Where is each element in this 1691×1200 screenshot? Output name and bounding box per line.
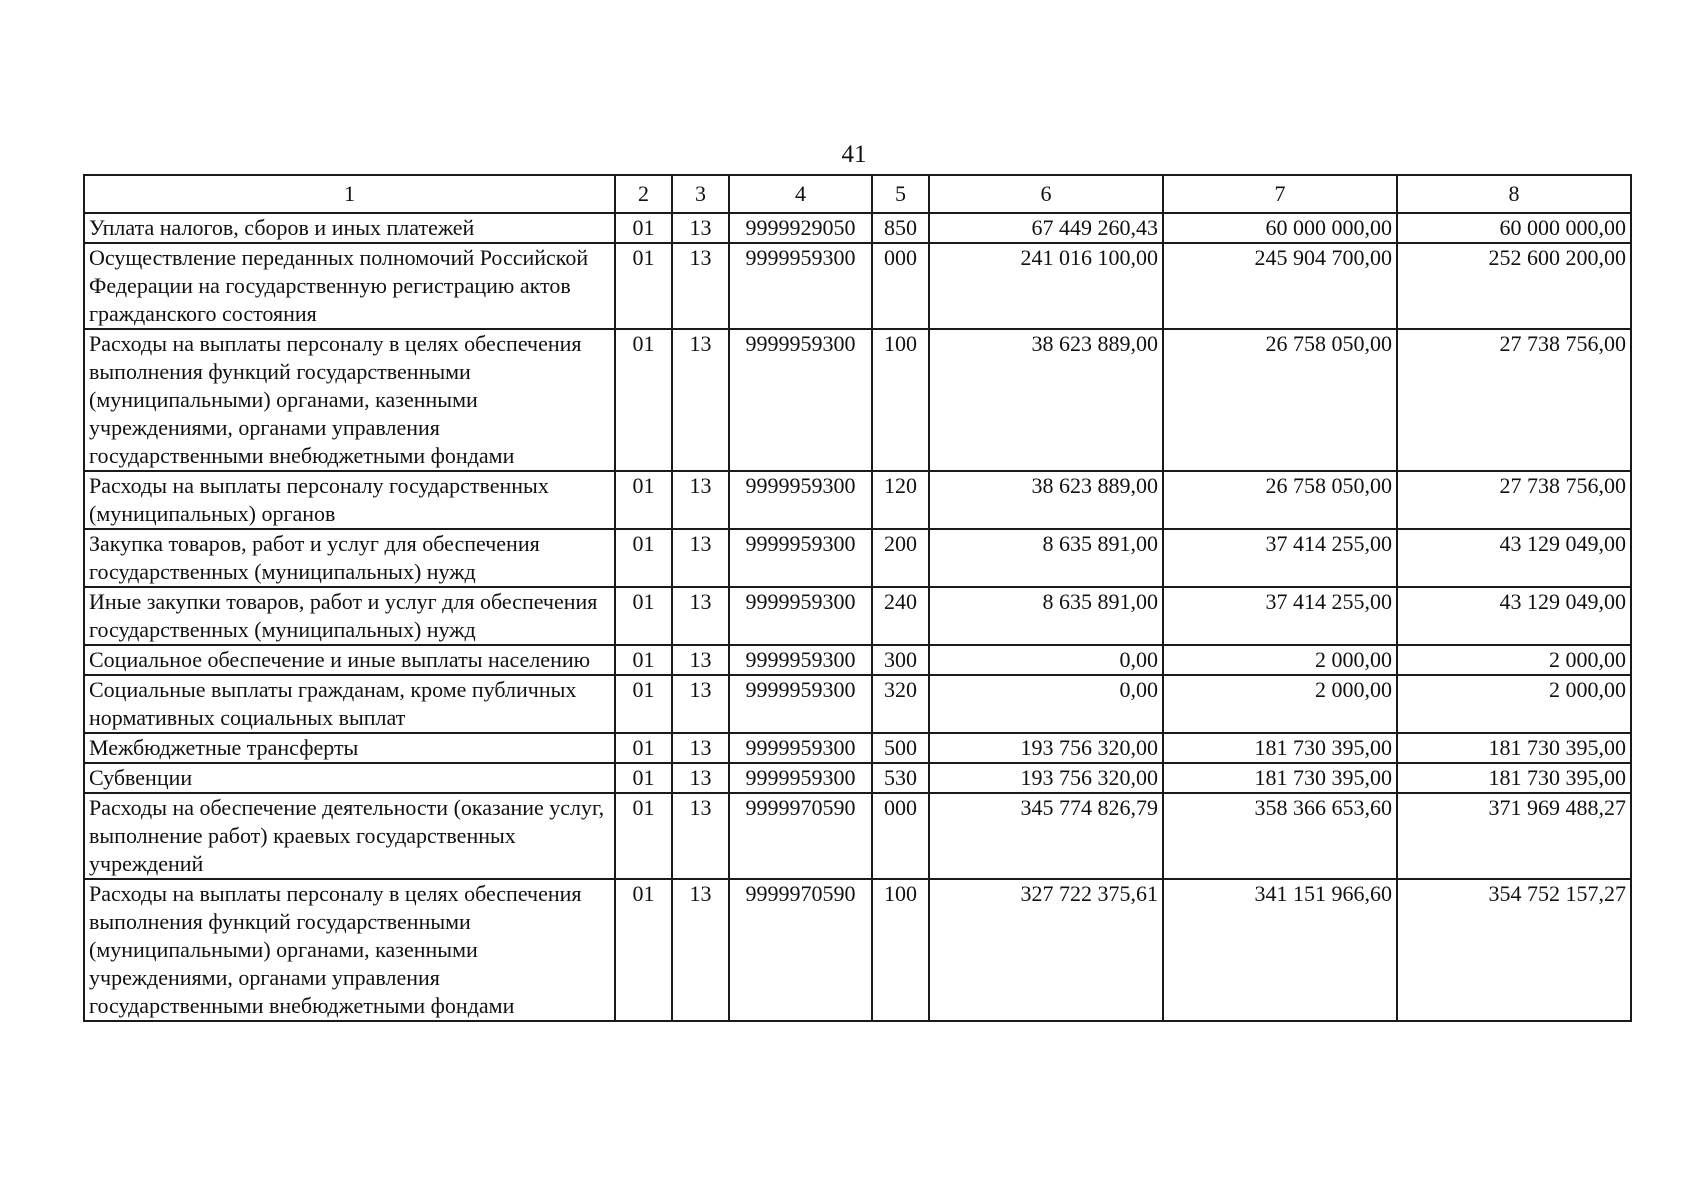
amount-col7-cell: 2 000,00 (1163, 645, 1397, 675)
section-code-cell: 01 (615, 793, 672, 879)
subsection-code-cell: 13 (672, 675, 729, 733)
amount-col8-cell: 27 738 756,00 (1397, 471, 1631, 529)
target-article-cell: 9999959300 (729, 329, 872, 471)
amount-col6-cell: 67 449 260,43 (929, 213, 1163, 243)
table-row (84, 243, 1631, 329)
amount-col6-cell: 8 635 891,00 (929, 529, 1163, 587)
target-article-cell: 9999959300 (729, 645, 872, 675)
subsection-code-cell: 13 (672, 763, 729, 793)
target-article-cell: 9999959300 (729, 763, 872, 793)
amount-col8-cell: 371 969 488,27 (1397, 793, 1631, 879)
amount-col7-cell: 181 730 395,00 (1163, 763, 1397, 793)
amount-col8-cell: 43 129 049,00 (1397, 529, 1631, 587)
amount-col6-cell: 327 722 375,61 (929, 879, 1163, 1021)
row-name-cell: Расходы на обеспечение деятельности (оказание услуг, выполнение работ) краевых государственных учреждений (84, 793, 615, 879)
column-header-3: 3 (672, 175, 729, 213)
expense-type-cell: 200 (872, 529, 929, 587)
expense-type-cell: 000 (872, 243, 929, 329)
amount-col7-cell: 60 000 000,00 (1163, 213, 1397, 243)
section-code-cell: 01 (615, 645, 672, 675)
column-header-5: 5 (872, 175, 929, 213)
section-code-cell: 01 (615, 529, 672, 587)
subsection-code-cell: 13 (672, 645, 729, 675)
amount-col7-cell: 358 366 653,60 (1163, 793, 1397, 879)
amount-col8-cell: 181 730 395,00 (1397, 763, 1631, 793)
table-row (84, 763, 1631, 793)
target-article-cell: 9999959300 (729, 471, 872, 529)
row-name-cell: Межбюджетные трансферты (84, 733, 615, 763)
amount-col7-cell: 181 730 395,00 (1163, 733, 1397, 763)
row-name-cell: Субвенции (84, 763, 615, 793)
row-name-cell: Расходы на выплаты персоналу в целях обеспечения выполнения функций государственными (муниципальными) органами, казенными учреждениями, органами управления государственными внебюджетными фондами (84, 879, 615, 1021)
expense-type-cell: 100 (872, 879, 929, 1021)
column-header-2: 2 (615, 175, 672, 213)
amount-col8-cell: 2 000,00 (1397, 645, 1631, 675)
subsection-code-cell: 13 (672, 471, 729, 529)
row-name-cell: Иные закупки товаров, работ и услуг для обеспечения государственных (муниципальных) нужд (84, 587, 615, 645)
subsection-code-cell: 13 (672, 243, 729, 329)
amount-col8-cell: 354 752 157,27 (1397, 879, 1631, 1021)
section-code-cell: 01 (615, 675, 672, 733)
section-code-cell: 01 (615, 587, 672, 645)
amount-col6-cell: 0,00 (929, 645, 1163, 675)
column-header-4: 4 (729, 175, 872, 213)
amount-col8-cell: 43 129 049,00 (1397, 587, 1631, 645)
page-number: 41 (841, 141, 867, 168)
section-code-cell: 01 (615, 329, 672, 471)
target-article-cell: 9999929050 (729, 213, 872, 243)
expense-type-cell: 000 (872, 793, 929, 879)
amount-col8-cell: 27 738 756,00 (1397, 329, 1631, 471)
section-code-cell: 01 (615, 763, 672, 793)
table-row (84, 675, 1631, 733)
amount-col7-cell: 37 414 255,00 (1163, 529, 1397, 587)
section-code-cell: 01 (615, 243, 672, 329)
target-article-cell: 9999959300 (729, 529, 872, 587)
table-row (84, 587, 1631, 645)
amount-col8-cell: 181 730 395,00 (1397, 733, 1631, 763)
row-name-cell: Уплата налогов, сборов и иных платежей (84, 213, 615, 243)
row-name-cell: Расходы на выплаты персоналу государственных (муниципальных) органов (84, 471, 615, 529)
row-name-cell: Осуществление переданных полномочий Российской Федерации на государственную регистрацию актов гражданского состояния (84, 243, 615, 329)
amount-col7-cell: 341 151 966,60 (1163, 879, 1397, 1021)
amount-col7-cell: 2 000,00 (1163, 675, 1397, 733)
amount-col7-cell: 37 414 255,00 (1163, 587, 1397, 645)
row-name-cell: Социальное обеспечение и иные выплаты населению (84, 645, 615, 675)
section-code-cell: 01 (615, 879, 672, 1021)
expense-type-cell: 320 (872, 675, 929, 733)
target-article-cell: 9999970590 (729, 793, 872, 879)
budget-table (83, 174, 1632, 1022)
table-row (84, 733, 1631, 763)
column-header-1: 1 (84, 175, 615, 213)
amount-col7-cell: 26 758 050,00 (1163, 329, 1397, 471)
table-row (84, 793, 1631, 879)
amount-col6-cell: 38 623 889,00 (929, 471, 1163, 529)
target-article-cell: 9999959300 (729, 587, 872, 645)
column-header-8: 8 (1397, 175, 1631, 213)
subsection-code-cell: 13 (672, 329, 729, 471)
amount-col6-cell: 345 774 826,79 (929, 793, 1163, 879)
expense-type-cell: 500 (872, 733, 929, 763)
subsection-code-cell: 13 (672, 587, 729, 645)
target-article-cell: 9999959300 (729, 243, 872, 329)
amount-col8-cell: 2 000,00 (1397, 675, 1631, 733)
subsection-code-cell: 13 (672, 793, 729, 879)
table-header-row (84, 175, 1631, 213)
target-article-cell: 9999959300 (729, 675, 872, 733)
subsection-code-cell: 13 (672, 879, 729, 1021)
column-header-7: 7 (1163, 175, 1397, 213)
expense-type-cell: 120 (872, 471, 929, 529)
section-code-cell: 01 (615, 471, 672, 529)
table-body (84, 213, 1631, 1021)
table-row (84, 879, 1631, 1021)
section-code-cell: 01 (615, 733, 672, 763)
table-row (84, 329, 1631, 471)
amount-col6-cell: 241 016 100,00 (929, 243, 1163, 329)
row-name-cell: Социальные выплаты гражданам, кроме публичных нормативных социальных выплат (84, 675, 615, 733)
section-code-cell: 01 (615, 213, 672, 243)
target-article-cell: 9999970590 (729, 879, 872, 1021)
expense-type-cell: 530 (872, 763, 929, 793)
expense-type-cell: 300 (872, 645, 929, 675)
amount-col6-cell: 193 756 320,00 (929, 733, 1163, 763)
table-row (84, 213, 1631, 243)
expense-type-cell: 100 (872, 329, 929, 471)
amount-col7-cell: 26 758 050,00 (1163, 471, 1397, 529)
expense-type-cell: 240 (872, 587, 929, 645)
row-name-cell: Расходы на выплаты персоналу в целях обеспечения выполнения функций государственными (муниципальными) органами, казенными учреждениями, органами управления государственными внебюджетными фондами (84, 329, 615, 471)
column-header-6: 6 (929, 175, 1163, 213)
amount-col7-cell: 245 904 700,00 (1163, 243, 1397, 329)
subsection-code-cell: 13 (672, 213, 729, 243)
target-article-cell: 9999959300 (729, 733, 872, 763)
table-row (84, 645, 1631, 675)
amount-col6-cell: 193 756 320,00 (929, 763, 1163, 793)
amount-col6-cell: 38 623 889,00 (929, 329, 1163, 471)
table-row (84, 471, 1631, 529)
expense-type-cell: 850 (872, 213, 929, 243)
amount-col6-cell: 8 635 891,00 (929, 587, 1163, 645)
row-name-cell: Закупка товаров, работ и услуг для обеспечения государственных (муниципальных) нужд (84, 529, 615, 587)
subsection-code-cell: 13 (672, 733, 729, 763)
subsection-code-cell: 13 (672, 529, 729, 587)
amount-col6-cell: 0,00 (929, 675, 1163, 733)
amount-col8-cell: 252 600 200,00 (1397, 243, 1631, 329)
table-row (84, 529, 1631, 587)
amount-col8-cell: 60 000 000,00 (1397, 213, 1631, 243)
